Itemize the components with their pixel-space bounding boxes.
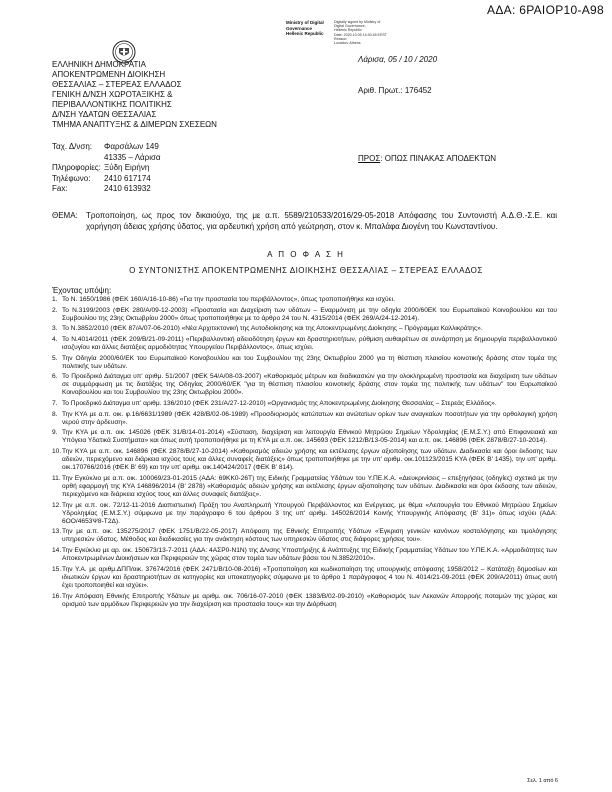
contact-info bbox=[52, 142, 161, 195]
item-number: 14. bbox=[52, 547, 62, 555]
item-number: 11. bbox=[52, 474, 61, 482]
org-line: ΕΛΛΗΝΙΚΗ ΔΗΜΟΚΡΑΤΙΑ bbox=[52, 60, 146, 69]
org-line: ΘΕΣΣΑΛΙΑΣ – ΣΤΕΡΕΑΣ ΕΛΛΑΔΟΣ bbox=[52, 80, 182, 89]
list-item bbox=[52, 547, 557, 563]
item-text: Την Οδηγία 2000/60/ΕΚ του Ευρωπαϊκού Κοινοβουλίου και του Συμβουλίου της 23ης Οκτωβρίου 2000 για τη θέσπιση πλαισίου κοινοτικής δράσης στον τομέα της πολιτικής των υδάτων. bbox=[62, 354, 557, 370]
signature-detail: Reason: bbox=[334, 36, 348, 41]
signature-line: Governance bbox=[286, 25, 313, 31]
contact-key: Πληροφορίες: bbox=[52, 163, 101, 172]
list-item bbox=[52, 411, 557, 427]
item-number: 12. bbox=[52, 501, 62, 509]
list-item bbox=[52, 528, 557, 544]
list-item bbox=[52, 400, 557, 408]
item-text: Το Προεδρικό Διάταγμα υπ' αριθμ. 51/2007 (ΦΕΚ 54/Α/08-03-2007) «Καθορισμός μέτρων και διαδικασιών για την ολοκληρωμένη προστασία και διαχείριση των υδάτων σε συμμόρφωση με τις διατάξεις της Οδηγίας 2000/60/ΕΚ "για τη θέσπιση πλαισίου κοινοτικής δράσης στον τομέα της πολιτικής των υδάτων" του Ευρωπαϊκού Κοινοβουλίου και του Συμβουλίου της 23ης Οκτωβρίου 2000». bbox=[62, 373, 557, 397]
item-text: Την ΚΥΑ με α.π. οικ. φ.16/6631/1989 (ΦΕΚ 428/Β/02-06-1989) «Προσδιορισμός κατώτατων και ανώτατων ορίων των αναγκαίων ποσοτήτων για την ορθολογική χρήση νερού στην άρδευση». bbox=[62, 410, 557, 426]
intro-text: Έχοντας υπόψη: bbox=[52, 286, 112, 295]
item-text: Το Ν.3852/2010 (ΦΕΚ 87/Α/07-06-2010) «Νέα Αρχιτεκτονική της Αυτοδιοίκησης και της Αποκεντρωμένης Διοίκησης – Πρόγραμμα Καλλικράτης». bbox=[62, 325, 483, 333]
item-number: 10. bbox=[52, 448, 62, 455]
contact-value: Ξύδη Ειρήνη bbox=[104, 163, 150, 172]
item-text: Το Ν.3199/2003 (ΦΕΚ 280/Α/09-12-2003) «Προστασία και Διαχείριση των υδάτων – Εναρμόνιση με την οδηγία 2000/60ΕΚ του Ευρωπαϊκού Κοινοβουλίου και του Συμβουλίου της 23ης Οκτωβρίου 2000» όπως τροποποιήθηκε με το άρθρο 24 του Ν. 4315/2014 (ΦΕΚ 269/Α/24-12-2014). bbox=[62, 306, 557, 322]
item-text: Την με α.π. οικ. 135275/2017 (ΦΕΚ 1751/Β/22-05-2017) Απόφαση της Εθνικής Επιτροπής Υδάτων «Έγκριση γενικών κανόνων κοστολόγησης και τιμολόγησης υπηρεσιών ύδατος. Μέθοδος και διαδικασίες για την ανάκτηση κόστους των υπηρεσιών ύδατος στις διάφορες χρήσεις του». bbox=[62, 528, 557, 544]
item-number: 3. bbox=[52, 325, 58, 333]
item-text: Το Προεδρικό Διάταγμα υπ' αριθμ. 136/2010 (ΦΕΚ 231/Α/27-12-2010) «Οργανισμός της Αποκεντρωμένης Διοίκησης Θεσσαλίας – Στερεάς Ελλάδος». bbox=[62, 400, 497, 408]
item-text: Το Ν.4014/2011 (ΦΕΚ 209/Β/21-09-2011) «Περιβαλλοντική αδειοδότηση έργων και δραστηριοτήτων, ρύθμιση αυθαιρέτων σε συνάρτηση με δημιουργία περιβαλλοντικού ισοζυγίου και άλλες διατάξεις αρμοδιότητας Υπουργείου Περιβάλλοντος», όπως ισχύει. bbox=[62, 335, 557, 351]
list-item bbox=[52, 429, 557, 445]
list-item bbox=[52, 336, 557, 352]
list-item bbox=[52, 325, 557, 333]
recipient-text: : ΟΠΩΣ ΠΙΝΑΚΑΣ ΑΠΟΔΕΚΤΩΝ bbox=[380, 154, 497, 163]
signature-details bbox=[334, 20, 414, 45]
list-item bbox=[52, 475, 557, 499]
decision-heading: Α Π Ο Φ Α Σ Η bbox=[267, 250, 345, 259]
list-item bbox=[52, 373, 557, 397]
contact-row bbox=[52, 142, 161, 153]
contact-value: 41335 – Λάρισα bbox=[104, 152, 161, 162]
subject-label: ΘΕΜΑ: bbox=[52, 211, 78, 220]
considerations-list bbox=[52, 296, 557, 611]
contact-key bbox=[52, 153, 104, 164]
item-text: Την με α.π. οικ. 72/12-11-2016 Διαπιστωτική Πράξη του Αναπληρωτή Υπουργού Περιβάλλοντος και Ενέργειας, με θέμα «Λειτουργία του Εθνικού Μητρώου Σημείων Υδροληψίας (Ε.Μ.Σ.Υ.) σύμφωνα με την παράγραφο 6 του άρθρου 3 της υπ' αριθμ. 145026/2014 Κοινής Υπουργικής Απόφασης (Β' 31)» όπως ισχύει (ΑΔΑ: 6ΟΟ/4653Ψ8-Τ2Δ). bbox=[62, 501, 557, 525]
signature-detail: Date: 2020.10.05 14:30:45 EEST bbox=[334, 32, 387, 37]
page-number: Σελ. 1 από 6 bbox=[527, 778, 558, 784]
org-line: ΤΜΗΜΑ ΑΝΑΠΤΥΞΗΣ & ΔΙΜΕΡΩΝ ΣΧΕΣΕΩΝ bbox=[52, 120, 217, 129]
recipient bbox=[358, 154, 496, 163]
list-item bbox=[52, 296, 557, 304]
signature-line: Ministry of Digital bbox=[286, 20, 324, 25]
item-number: 6. bbox=[52, 373, 58, 381]
list-item bbox=[52, 448, 557, 472]
org-line: ΓΕΝΙΚΗ Δ/ΝΣΗ ΧΩΡΟΤΑΞΙΚΗΣ & bbox=[52, 90, 173, 99]
list-item bbox=[52, 502, 557, 526]
signature-line: Hellenic Republic bbox=[286, 31, 324, 37]
item-text: Το Ν. 1650/1986 (ΦΕΚ 160/Α/16-10-86) «Για την προστασία του περιβάλλοντος», όπως τροποποιήθηκε και ισχύει. bbox=[62, 296, 395, 303]
list-item bbox=[52, 566, 557, 590]
recipient-label: ΠΡΟΣ bbox=[358, 154, 381, 163]
contact-value: 2410 613932 bbox=[104, 184, 151, 193]
list-item bbox=[52, 355, 557, 371]
item-number: 9. bbox=[52, 429, 58, 437]
item-text: Την Απόφαση Εθνικής Επιτροπής Υδάτων με αριθμ. οικ. 706/16-07-2010 (ΦΕΚ 1383/Β/02-09-2010) «Καθορισμός των Λεκανών Απορροής ποταμών της χώρας και ορισμού των αρμόδιων Περιφερειών για την διαχείριση και προστασία τους» και την Διόρθωση bbox=[62, 592, 557, 608]
subject bbox=[52, 210, 557, 232]
signature-detail: Digital Governance, bbox=[334, 24, 366, 29]
contact-row bbox=[52, 174, 161, 185]
contact-row bbox=[52, 163, 161, 174]
contact-value: 2410 617174 bbox=[104, 173, 151, 183]
contact-row bbox=[52, 153, 161, 164]
document-date: Λάρισα, 05 / 10 / 2020 bbox=[358, 55, 438, 64]
item-number: 13. bbox=[52, 528, 62, 536]
item-number: 4. bbox=[52, 335, 58, 343]
contact-value: Φαρσάλων 149 bbox=[104, 142, 159, 151]
item-number: 2. bbox=[52, 306, 58, 314]
item-text: Την ΚΥΑ με α.π. οικ. 145026 (ΦΕΚ 31/Β/14-01-2014) «Σύσταση, διαχείριση και λειτουργία Εθνικού Μητρώου Σημείων Υδροληψίας (Ε.Μ.Σ.Υ.) από Επιφανειακά και Υπόγεια Υδατικά Συστήματα» και όπως αυτή τροποποιήθηκε με τη ΚΥΑ με α.π. οικ. 145693 (ΦΕΚ 1212/Β/13-05-2014) και α.π. οικ. 146896 (ΦΕΚ 2878/Β/27-10-2014). bbox=[62, 429, 557, 445]
contact-key: Ταχ. Δ/νση: bbox=[52, 142, 93, 151]
item-text: Την Εγκύκλιο με α.π. οικ. 100069/23-01-2015 (ΑΔΑ: 69ΚΚ0-26Τ) της Ειδικής Γραμματείας Υδάτων του Υ.ΠΕ.Κ.Α. «Διευκρινίσεις – επεξηγήσεις (οδηγίες) σχετικά με την ορθή εφαρμογή της ΚΥΑ 146896/2014 (Β' 2878) «Καθορισμός αδειών χρήσης και εκτέλεσης έργων αξιοποίησης των υδάτων. Διαδικασία και όροι έκδοσης των αδειών, περιεχόμενο και διάρκεια ισχύος τους και άλλες συναφείς διατάξεις». bbox=[62, 474, 557, 498]
item-text: Την Εγκύκλιο με αρ. οικ. 150673/13-7-2011 (ΑΔΑ: 4ΑΣΡ0-Ν1Ν) της Δ/νσης Υποστήριξης & Ανάπτυξης της Ειδικής Γραμματείας Υδάτων του Υ.ΠΕ.Κ.Α. «Αρμοδιότητες των Αποκεντρωμένων Διοικήσεων και Περιφερειών της χώρας στον τομέα των υδάτων βάσει του Ν.3852/2010». bbox=[62, 547, 557, 563]
decision-authority: Ο ΣΥΝΤΟΝΙΣΤΗΣ ΑΠΟΚΕΝΤΡΩΜΕΝΗΣ ΔΙΟΙΚΗΣΗΣ ΘΕΣΣΑΛΙΑΣ – ΣΤΕΡΕΑΣ ΕΛΛΑΔΟΣ bbox=[129, 266, 483, 275]
contact-key: Fax: bbox=[52, 184, 68, 193]
signature-detail: Location: Athens bbox=[334, 41, 361, 46]
item-number: 7. bbox=[52, 400, 58, 408]
signature-detail: Digitally signed by Ministry of bbox=[334, 20, 381, 24]
contact-key: Τηλέφωνο: bbox=[52, 173, 91, 183]
list-item bbox=[52, 593, 557, 609]
org-line: ΠΕΡΙΒΑΛΛΟΝΤΙΚΗΣ ΠΟΛΙΤΙΚΗΣ bbox=[52, 100, 172, 109]
ada-code: ΑΔΑ: 6ΡΑΙΟΡ10-Α98 bbox=[487, 3, 604, 17]
item-number: 8. bbox=[52, 410, 58, 418]
item-text: Την ΚΥΑ με α.π. οικ. 146896 (ΦΕΚ 2878/Β/27-10-2014) «Καθορισμός αδειών χρήσης και εκτέλεσης έργων αξιοποίησης των υδάτων. Διαδικασία και όροι έκδοσης των αδειών, περιεχόμενο και διάρκεια ισχύος τους και άλλες συναφείς διατάξεις» όπως τροποποιήθηκε με την υπ' αριθμ. οικ.101123/2015 ΚΥΑ (ΦΕΚ Β' 1435), την υπ' αριθμ. οικ.170766/2016 (ΦΕΚ Β' 69) και την υπ' αριθμ. οικ.140424/2017 (ΦΕΚ Β' 814). bbox=[62, 448, 557, 472]
signature-detail: Hellenic Republic bbox=[334, 28, 362, 33]
org-line: ΑΠΟΚΕΝΤΡΩΜΕΝΗ ΔΙΟΙΚΗΣΗ bbox=[52, 70, 166, 79]
org-line: Δ/ΝΣΗ ΥΔΑΤΩΝ ΘΕΣΣΑΛΙΑΣ bbox=[52, 110, 157, 119]
organization-header bbox=[52, 60, 217, 130]
item-number: 16. bbox=[52, 592, 62, 600]
item-number: 5. bbox=[52, 354, 58, 362]
item-number: 1. bbox=[52, 296, 58, 303]
protocol-number: Αριθ. Πρωτ.: 176452 bbox=[358, 86, 432, 95]
item-text: Την Υ.Α. με αριθμ.ΔΠΠ/οικ. 37674/2016 (ΦΕΚ 2471/Β/10-08-2016) «Τροποποίηση και κωδικοποίηση της υπουργικής απόφασης 1958/2012 – Κατάταξη δημοσίων και ιδιωτικών έργων και δραστηριοτήτων σε κατηγορίες και υποκατηγορίες σύμφωνα με το άρθρο 1 παράγραφος 4 του Ν. 4014/21-09-2011 (ΦΕΚ 209/Α/2011) όπως αυτή έχει τροποποιηθεί και ισχύει». bbox=[62, 565, 557, 589]
list-item bbox=[52, 307, 557, 323]
item-number: 15. bbox=[52, 565, 62, 573]
subject-text: Τροποποίηση, ως προς τον δικαιούχο, της με α.π. 5589/210533/2016/29-05-2018 Απόφασης του Συντονιστή Α.Δ.Θ.-Σ.Ε. και χορήγηση άδειας χρήσης ύδατος, για αρδευτική χρήση από γεώτρηση, στον κ. Μπαλάφα Διογένη του Κωνσταντίνου. bbox=[86, 211, 557, 231]
contact-row bbox=[52, 184, 161, 195]
